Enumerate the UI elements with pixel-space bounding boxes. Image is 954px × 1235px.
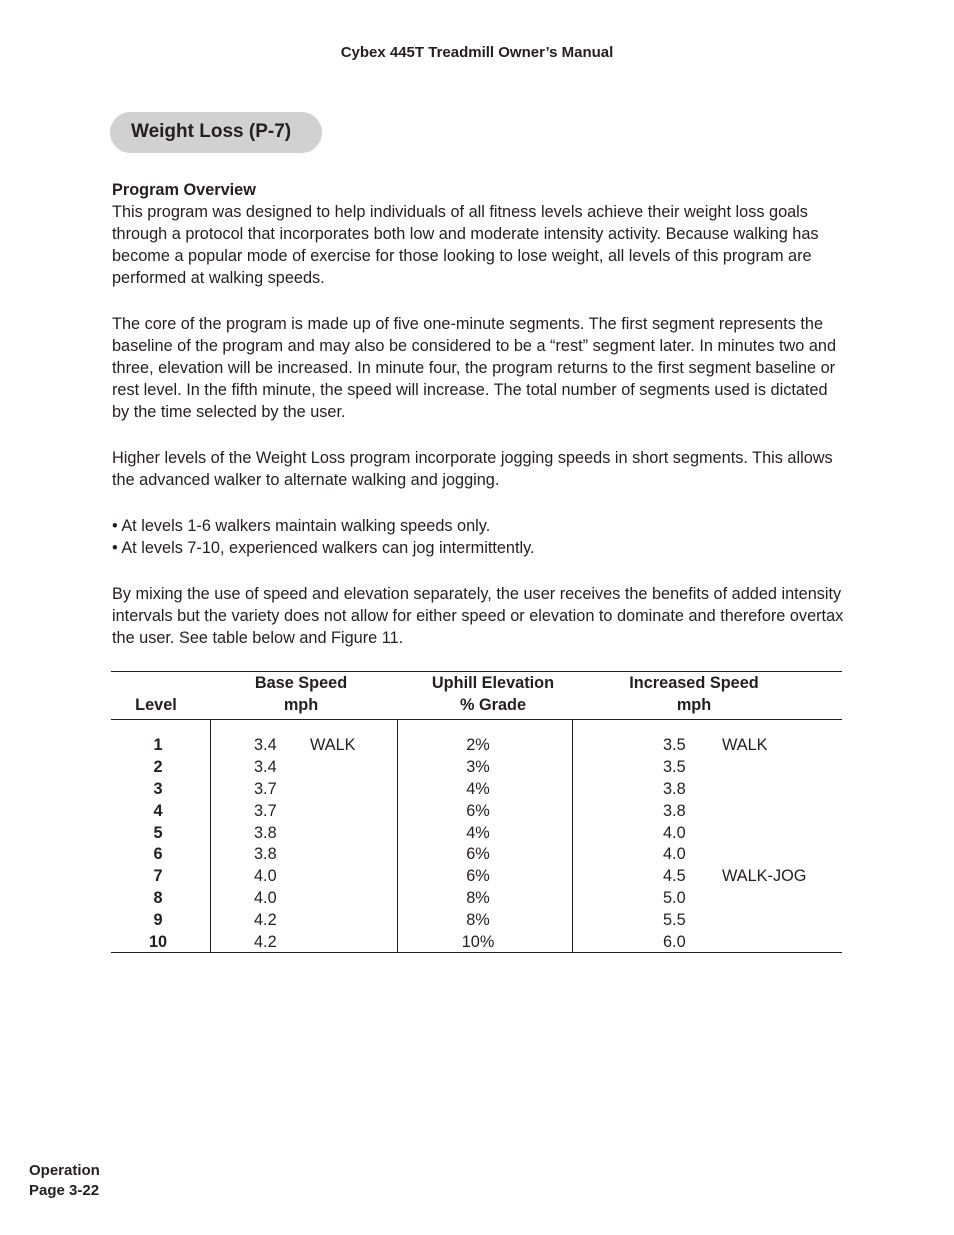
cell-increased-note	[722, 888, 832, 910]
column-divider	[572, 720, 573, 953]
cell-grade: 4%	[466, 823, 490, 842]
cell-increased-note: WALK-JOG	[722, 867, 807, 886]
cell-base-speed: 3.8	[254, 845, 277, 864]
column-increased-speed	[663, 735, 703, 954]
cell-base-note	[310, 801, 390, 823]
cell-base-note	[310, 932, 390, 954]
bullet-item: • At levels 7-10, experienced walkers can jog intermittently.	[112, 539, 535, 557]
cell-grade: 3%	[466, 757, 490, 776]
cell-grade: 8%	[466, 911, 490, 930]
cell-level: 9	[153, 911, 163, 930]
cell-level: 7	[153, 867, 163, 886]
cell-grade: 6%	[466, 801, 490, 820]
page-footer	[29, 1161, 100, 1201]
header-uphill-unit: % Grade	[459, 696, 527, 714]
cell-increased-speed: 3.5	[663, 736, 686, 754]
header-base-speed	[211, 672, 391, 716]
header-uphill-elevation	[408, 672, 578, 716]
cell-level: 2	[153, 757, 163, 776]
cell-level: 10	[148, 933, 168, 952]
cell-increased-speed: 3.5	[663, 757, 686, 776]
header-uphill-label: Uphill Elevation	[431, 674, 555, 692]
cell-increased-speed: 4.0	[663, 845, 686, 864]
cell-increased-note	[722, 757, 832, 779]
cell-increased-note	[722, 823, 832, 845]
cell-increased-speed: 4.0	[663, 823, 686, 842]
cell-base-note	[310, 823, 390, 845]
overview-paragraph-1: This program was designed to help individuals of all fitness levels achieve their weight loss goals through a protocol that incorporates both low and moderate intensity activity. Because walking has become a popular mode of exercise for those looking to lose weight, all levels of this program are performed at walking speeds.	[112, 203, 819, 287]
header-base-speed-unit: mph	[283, 696, 319, 714]
cell-base-note: WALK	[310, 736, 356, 754]
overview-paragraph-4: By mixing the use of speed and elevation separately, the user receives the benefits of added intensity intervals but the variety does not allow for either speed or elevation to dominate and therefore overtax the user. See table below and Figure 11.	[112, 585, 844, 647]
column-base-note	[310, 735, 390, 954]
cell-grade: 2%	[466, 736, 490, 754]
cell-increased-note: WALK	[722, 736, 768, 754]
cell-base-speed: 3.4	[254, 757, 277, 776]
manual-header-title: Cybex 445T Treadmill Owner’s Manual	[340, 44, 614, 61]
bullet-item: • At levels 1-6 walkers maintain walking speeds only.	[112, 517, 491, 535]
section-title-badge	[110, 112, 322, 153]
cell-increased-speed: 4.5	[663, 867, 686, 886]
column-level	[128, 735, 188, 954]
cell-base-note	[310, 866, 390, 888]
header-increased-speed	[604, 672, 784, 716]
cell-base-speed: 3.4	[254, 736, 277, 754]
overview-heading: Program Overview	[112, 181, 256, 199]
cell-base-note	[310, 757, 390, 779]
cell-grade: 6%	[466, 845, 490, 864]
cell-base-speed: 4.0	[254, 889, 277, 908]
cell-grade: 4%	[466, 779, 490, 798]
cell-base-note	[310, 779, 390, 801]
column-increased-note	[722, 735, 832, 954]
header-level: Level	[135, 696, 177, 714]
column-base-speed	[254, 735, 294, 954]
cell-base-speed: 4.2	[254, 933, 277, 952]
cell-grade: 8%	[466, 889, 490, 908]
weight-loss-levels-table	[111, 671, 842, 953]
footer-section: Operation	[29, 1162, 100, 1179]
cell-base-speed: 3.7	[254, 779, 277, 798]
cell-level: 4	[153, 801, 163, 820]
cell-increased-note	[722, 801, 832, 823]
cell-base-speed: 3.7	[254, 801, 277, 820]
cell-increased-note	[722, 844, 832, 866]
cell-increased-speed: 3.8	[663, 801, 686, 820]
overview-paragraph-2: The core of the program is made up of five one-minute segments. The first segment represents the baseline of the program and may also be considered to be a “rest” segment later. In minutes two and three, elevation will be increased. In minute four, the program returns to the first segment baseline or rest level. In the fifth minute, the speed will increase. The total number of segments used is dictated by the time selected by the user.	[112, 315, 837, 421]
cell-increased-speed: 3.8	[663, 779, 686, 798]
header-increased-label: Increased Speed	[629, 674, 759, 692]
cell-grade: 10%	[461, 933, 495, 952]
cell-level: 3	[153, 779, 163, 798]
column-divider	[210, 720, 211, 953]
cell-base-speed: 4.2	[254, 911, 277, 930]
cell-base-note	[310, 910, 390, 932]
cell-increased-note	[722, 932, 832, 954]
cell-base-note	[310, 888, 390, 910]
cell-increased-speed: 5.5	[663, 911, 686, 930]
cell-base-speed: 3.8	[254, 823, 277, 842]
column-grade	[448, 735, 508, 954]
header-base-speed-label: Base Speed	[254, 674, 348, 692]
section-title: Weight Loss (P-7)	[131, 121, 292, 142]
cell-increased-speed: 6.0	[663, 933, 686, 952]
cell-grade: 6%	[466, 867, 490, 886]
cell-level: 1	[153, 736, 163, 754]
cell-level: 6	[153, 845, 163, 864]
cell-increased-speed: 5.0	[663, 889, 686, 908]
cell-level: 8	[153, 889, 163, 908]
footer-page-number: Page 3-22	[29, 1182, 100, 1199]
cell-base-speed: 4.0	[254, 867, 277, 886]
table-header-rule	[111, 719, 842, 720]
cell-level: 5	[153, 823, 163, 842]
cell-base-note	[310, 844, 390, 866]
overview-paragraph-3: Higher levels of the Weight Loss program incorporate jogging speeds in short segments. This allows the advanced walker to alternate walking and jogging.	[112, 449, 833, 489]
cell-increased-note	[722, 910, 832, 932]
cell-increased-note	[722, 779, 832, 801]
program-overview	[112, 179, 846, 673]
column-divider	[397, 720, 398, 953]
header-increased-unit: mph	[676, 696, 712, 714]
level-bullet-list	[112, 515, 846, 559]
